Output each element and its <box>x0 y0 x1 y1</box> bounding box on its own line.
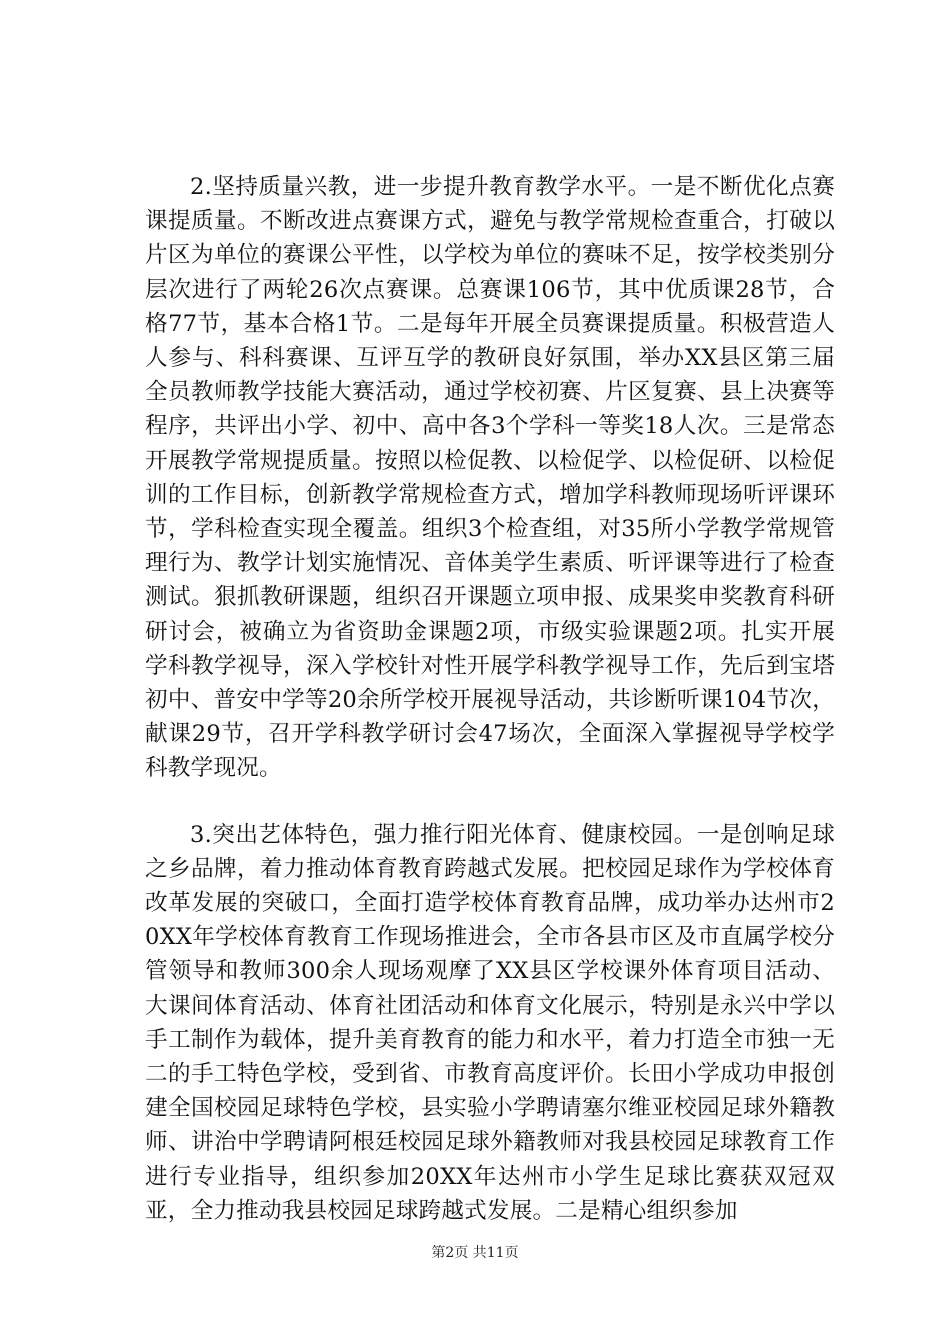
paragraph-arts-sports: 3.突出艺体特色，强力推行阳光体育、健康校园。一是创响足球之乡品牌，着力推动体育教育跨越式发展。把校园足球作为学校体育改革发展的突破口，全面打造学校体育教育品牌，成功举办达州市20XX年学校体育教育工作现场推进会，全市各县市区及市直属学校分管领导和教师300余人现场观摩了XX县区学校课外体育项目活动、大课间体育活动、体育社团活动和体育文化展示，特别是永兴中学以手工制作为载体，提升美育教育的能力和水平，着力打造全市独一无二的手工特色学校，受到省、市教育高度评价。长田小学成功申报创建全国校园足球特色学校，县实验小学聘请塞尔维亚校园足球外籍教师、讲治中学聘请阿根廷校园足球外籍教师对我县校园足球教育工作进行专业指导，组织参加20XX年达州市小学生足球比赛获双冠双亚，全力推动我县校园足球跨越式发展。二是精心组织参加 <box>145 821 835 1224</box>
body-text <box>145 170 835 1228</box>
paragraph-quality-education: 2.坚持质量兴教，进一步提升教育教学水平。一是不断优化点赛课提质量。不断改进点赛课方式，避免与教学常规检查重合，打破以片区为单位的赛课公平性，以学校为单位的赛味不足，按学校类别分层次进行了两轮26次点赛课。总赛课106节，其中优质课28节，合格77节，基本合格1节。二是每年开展全员赛课提质量。积极营造人人参与、科科赛课、互评互学的教研良好氛围，举办XX县区第三届全员教师教学技能大赛活动，通过学校初赛、片区复赛、县上决赛等程序，共评出小学、初中、高中各3个学科一等奖18人次。三是常态开展教学常规提质量。按照以检促教、以检促学、以检促研、以检促训的工作目标，创新教学常规检查方式，增加学科教师现场听评课环节，学科检查实现全覆盖。组织3个检查组，对35所小学教学常规管理行为、教学计划实施情况、音体美学生素质、听评课等进行了检查测试。狠抓教研课题，组织召开课题立项申报、成果奖申奖教育科研研讨会，被确立为省资助金课题2项，市级实验课题2项。扎实开展学科教学视导，深入学校针对性开展学科教学视导工作，先后到宝塔初中、普安中学等20余所学校开展视导活动，共诊断听课104节次，献课29节，召开学科教学研讨会47场次，全面深入掌握视导学校学科教学现况。 <box>145 174 835 782</box>
page-footer: 第2页 共11页 <box>431 1245 519 1261</box>
